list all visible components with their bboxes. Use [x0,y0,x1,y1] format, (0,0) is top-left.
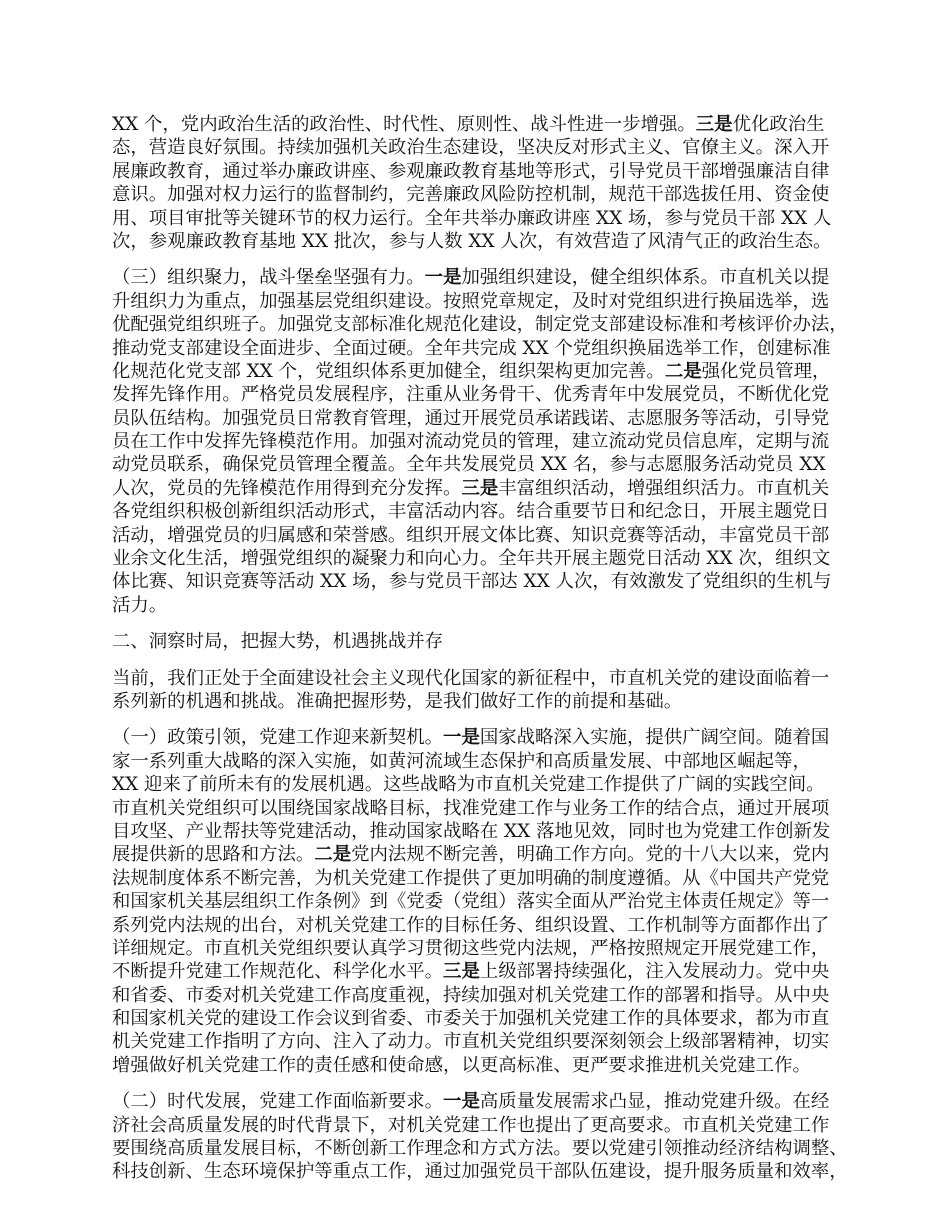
text-line [112,453,832,476]
text-run: 动党员联系，确保党员管理全覆盖。全年共发展党员 XX 名，参与志愿服务活动党员 XX [112,454,826,476]
text-line [112,1030,832,1053]
text-line [112,360,832,383]
text-run: 发挥先锋作用。严格党员发展程序，注重从业务骨干、优秀青年中发展党员，不断优化党 [112,384,830,406]
text-line [112,136,832,159]
text-run: 增强做好机关党建工作的责任感和使命感，以更高标准、更严要求推进机关党建工作。 [112,1054,811,1076]
text-line [112,230,832,253]
text-run: 机关党建工作指明了方向、注入了动力。市直机关党组织要深刻领会上级部署精神，切实 [112,1031,830,1053]
text-line [112,937,832,960]
text-run: 法规制度体系不断完善，为机关党建工作提供了更加明确的制度遵循。从《中国共产党党 [112,867,830,889]
text-run: 要围绕高质量发展目标，不断创新工作理念和方式方法。要以党建引领推动经济结构调整、 [112,1138,848,1160]
text-run: 系列新的机遇和挑战。准确把握形势，是我们做好工作的前提和基础。 [112,690,683,712]
text-run: 展廉政教育，通过举办廉政讲座、参观廉政教育基地等形式，引导党员干部增强廉洁自律 [112,160,830,182]
text-run: 和国家机关基层组织工作条例》到《党委（党组）落实全面从严治党主体责任规定》等一 [112,891,830,913]
text-run: 强化党员管理， [701,360,831,382]
paragraph-policy-guidance [112,726,832,1077]
text-run: 详细规定。市直机关党组织要认真学习贯彻这些党内法规，严格按照规定开展党建工作， [112,937,830,959]
text-run: 和国家机关党的建设工作会议到省委、市委关于加强机关党建工作的具体要求，都为市直 [112,1008,830,1030]
text-line [112,113,832,136]
text-line [112,383,832,406]
text-line [112,1007,832,1030]
text-run: （二）时代发展，党建工作面临新要求。 [112,1091,444,1113]
text-run: 系列党内法规的出台，对机关党建工作的目标任务、组织设置、工作机制等方面都作出了 [112,914,830,936]
bold-ordinal: 二是 [664,360,702,382]
bold-ordinal: 一是 [443,1091,480,1113]
text-line [112,797,832,820]
paragraph-intro-current [112,667,832,714]
text-run: XX 迎来了前所未有的发展机遇。这些战略为市直机关党建工作提供了广阔的实践空间。 [112,774,825,796]
text-run: 国家战略深入实施，提供广阔空间。随着国 [479,727,830,749]
bold-ordinal: 三是 [695,114,733,135]
bold-ordinal: 一是 [443,727,480,749]
text-line [112,984,832,1007]
text-line [112,843,832,866]
text-run: 上级部署持续强化，注入发展动力。党中央 [479,961,830,983]
text-run: 市直机关党组织可以围绕国家战略目标，找准党建工作与业务工作的结合点，通过开展项 [112,797,830,819]
text-run: 丰富组织活动，增强组织活力。市直机关 [498,477,830,499]
section-heading-two [112,630,832,653]
bold-ordinal: 一是 [424,267,462,289]
text-run: XX 个，党内政治生活的政治性、时代性、原则性、战斗性进一步增强。 [112,114,696,135]
text-run: 二、洞察时局，把握大势，机遇挑战并存 [112,631,444,653]
text-run: 体比赛、知识竞赛等活动 XX 场，参与党员干部达 XX 人次，有效激发了党组织的生机与 [112,571,832,593]
text-run: 党内法规不断完善，明确工作方向。党的十八大以来，党内 [351,844,830,866]
text-run: 活动，增强党员的归属感和荣誉感。组织开展文体比赛、知识竞赛等活动，丰富党员干部 [112,524,830,546]
text-line [112,183,832,206]
text-line [112,500,832,523]
text-line [112,313,848,336]
text-run: （三）组织聚力，战斗堡垒坚强有力。 [112,267,425,289]
text-run: 当前，我们正处于全面建设社会主义现代化国家的新征程中，市直机关党的建设面临着一 [112,667,830,689]
text-line [112,630,832,653]
text-line [112,1054,832,1077]
text-line [112,547,832,570]
text-run: 优配强党组织班子。加强党支部标准化规范化建设，制定党支部建设标准和考核评价办法， [112,314,848,336]
text-run: 家一系列重大战略的深入实施，如黄河流域生态保护和高质量发展、中部地区崛起等， [112,750,811,772]
text-line [112,207,832,230]
text-line [112,667,832,690]
text-run: 意识。加强对权力运行的监督制约，完善廉政风险防控机制，规范干部选拔任用、资金使 [112,184,830,206]
text-line [112,690,832,713]
text-run: 升组织力为重点，加强基层党组织建设。按照党章规定，及时对党组织进行换届选举，选 [112,290,830,312]
text-run: 活力。 [112,594,168,616]
text-line [112,266,832,289]
text-line [112,726,832,749]
text-run: （一）政策引领，党建工作迎来新契机。 [112,727,444,749]
text-line [112,337,832,360]
paragraph-organization [112,266,848,617]
text-line [112,1160,848,1183]
text-run: 高质量发展需求凸显，推动党建升级。在经 [479,1091,830,1113]
text-run: 各党组织积极创新组织活动形式，丰富活动内容。结合重要节日和纪念日，开展主题党日 [112,501,830,523]
text-line [112,594,832,617]
text-run: 加强组织建设，健全组织体系。市直机关以提 [461,267,830,289]
text-line [112,407,832,430]
bold-ordinal: 三是 [443,961,480,983]
paragraph-era-development [112,1090,848,1184]
text-run: 展提供新的思路和方法。 [112,844,315,866]
paragraph-political-ecology [112,113,832,253]
text-run: 员队伍结构。加强党员日常教育管理，通过开展党员承诺践诺、志愿服务等活动，引导党 [112,407,830,429]
text-line [112,290,832,313]
text-run: 目攻坚、产业帮扶等党建活动，推动国家战略在 XX 落地见效，同时也为党建工作创新发 [112,820,831,842]
text-run: 济社会高质量发展的时代背景下，对机关党建工作也提出了更高要求。市直机关党建工作 [112,1114,830,1136]
text-run: 态，营造良好氛围。持续加强机关政治生态建设，坚决反对形式主义、官僚主义。深入开 [112,137,830,159]
text-line [112,867,832,890]
text-run: 人次，党员的先锋模范作用得到充分发挥。 [112,477,462,499]
text-run: 化规范化党支部 XX 个，党组织体系更加健全，组织架构更加完善。 [112,360,665,382]
text-line [112,524,832,547]
text-line [112,1090,832,1113]
text-run: 不断提升党建工作规范化、科学化水平。 [112,961,444,983]
text-run: 推动党支部建设全面进步、全面过硬。全年共完成 XX 个党组织换届选举工作，创建标准 [112,337,831,359]
text-line [112,160,832,183]
text-run: 优化政治生 [732,114,825,135]
text-line [112,750,832,773]
text-run: 用、项目审批等关键环节的权力运行。全年共举办廉政讲座 XX 场，参与党员干部 XX 人 [112,207,832,229]
text-run: 次，参观廉政教育基地 XX 批次，参与人数 XX 人次，有效营造了风清气正的政治生态。 [112,230,832,252]
bold-ordinal: 三是 [461,477,499,499]
text-line [112,1114,832,1137]
text-line [112,570,832,593]
document-page [112,113,848,1197]
text-line [112,890,832,913]
text-line [112,1137,848,1160]
text-line [112,820,832,843]
text-run: 员在工作中发挥先锋模范作用。加强对流动党员的管理，建立流动党员信息库，定期与流 [112,431,830,453]
bold-ordinal: 二是 [314,844,352,866]
text-line [112,914,832,937]
text-run: 科技创新、生态环境保护等重点工作，通过加强党员干部队伍建设，提升服务质量和效率， [112,1161,848,1183]
text-run: 业余文化生活，增强党组织的凝聚力和向心力。全年共开展主题党日活动 XX 次，组织文 [112,548,831,570]
text-line [112,477,832,500]
text-run: 和省委、市委对机关党建工作高度重视，持续加强对机关党建工作的部署和指导。从中央 [112,984,830,1006]
text-line [112,430,832,453]
text-line [112,960,832,983]
text-line [112,773,832,796]
